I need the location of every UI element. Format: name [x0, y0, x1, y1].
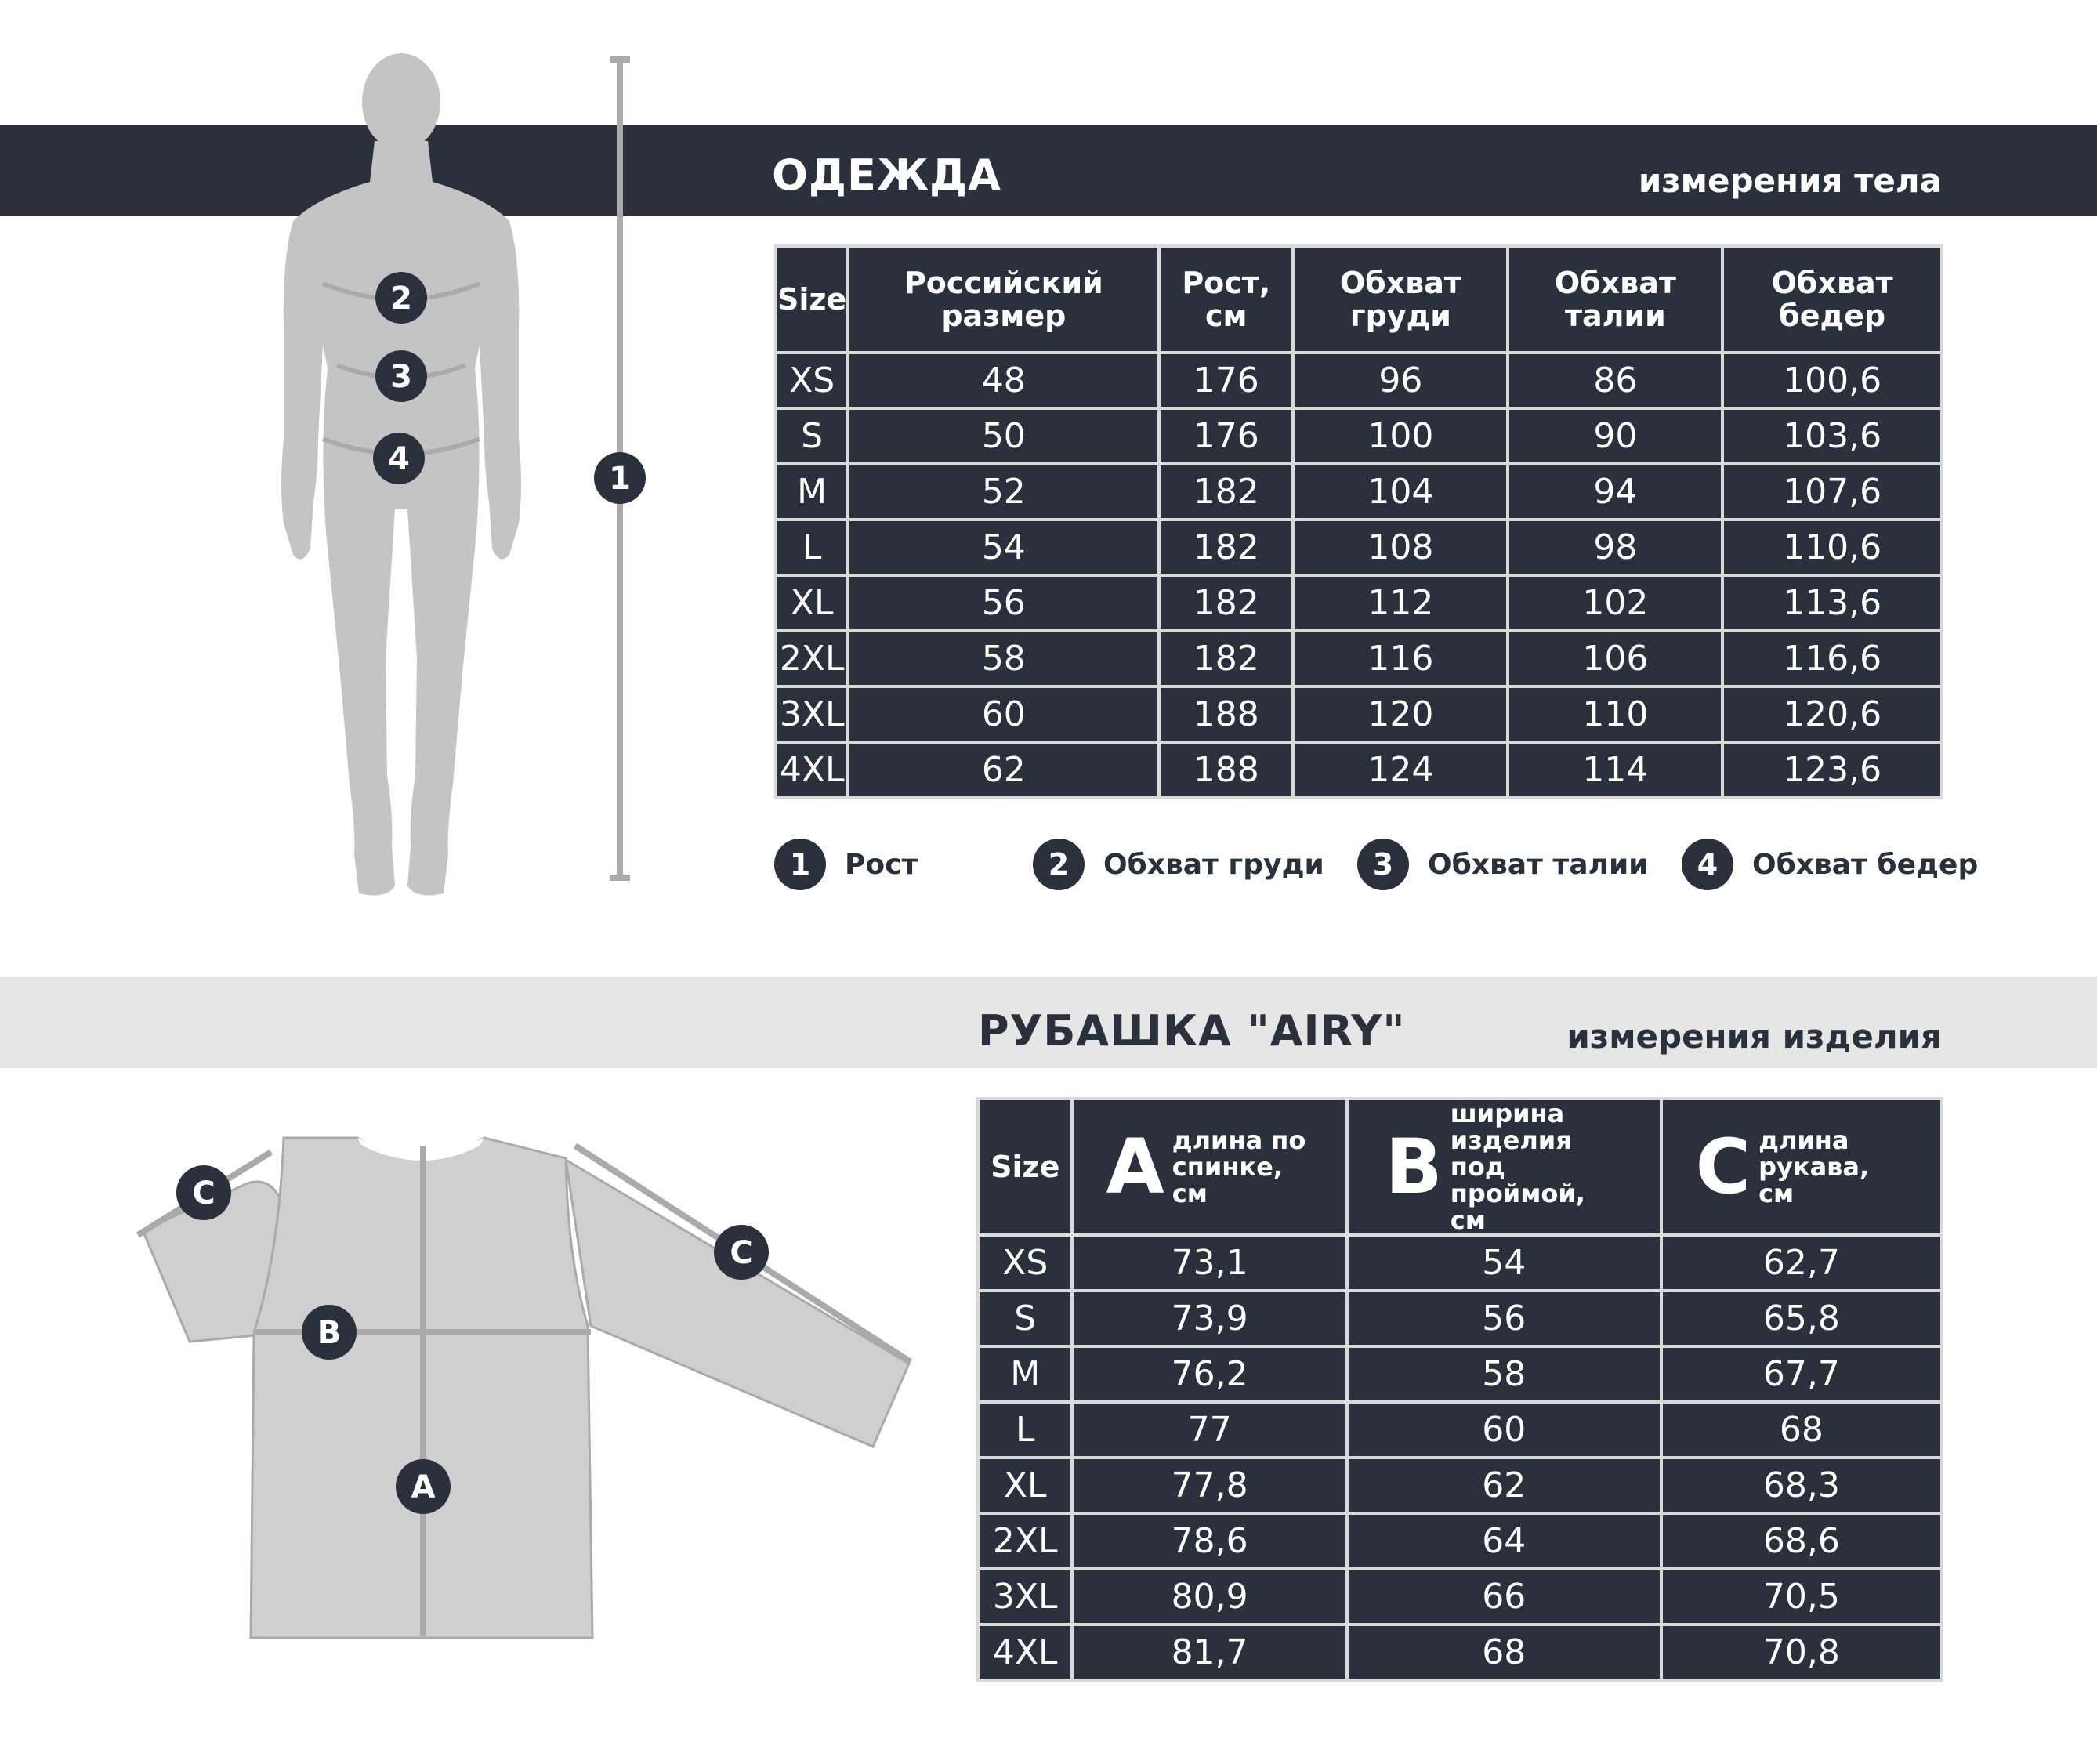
header-letter: A — [1106, 1123, 1164, 1211]
table-cell: 124 — [1293, 742, 1508, 798]
table-row — [978, 1235, 1942, 1291]
table-row — [978, 1291, 1942, 1346]
header-letter: B — [1385, 1123, 1443, 1211]
header-cell: Российский размер — [848, 246, 1159, 353]
legend-number: 1 — [774, 839, 826, 890]
header-label: Size — [991, 1150, 1060, 1184]
table-cell: 116,6 — [1722, 631, 1942, 686]
table-cell: 176 — [1159, 408, 1293, 464]
table-row — [776, 631, 1942, 686]
svg-text:2: 2 — [390, 281, 412, 317]
legend-label: Рост — [845, 848, 918, 881]
table-row — [776, 353, 1942, 408]
header-letter: C — [1695, 1123, 1751, 1211]
header-cell — [1661, 1099, 1942, 1235]
table-cell: 54 — [848, 520, 1159, 575]
table-cell: 102 — [1508, 575, 1722, 631]
table-cell: 76,2 — [1072, 1346, 1346, 1402]
table-cell: 182 — [1159, 520, 1293, 575]
table-cell: XS — [978, 1235, 1072, 1291]
body-marker-2 — [375, 272, 427, 324]
table-cell: 123,6 — [1722, 742, 1942, 798]
table-cell: 58 — [1347, 1346, 1661, 1402]
table-cell: 78,6 — [1072, 1513, 1346, 1569]
legend-item-1 — [774, 839, 918, 890]
header-cell — [1072, 1099, 1346, 1235]
shirt-marker-b — [302, 1305, 357, 1360]
body-section-title: ОДЕЖДА — [772, 150, 1001, 200]
table-cell: 94 — [1508, 464, 1722, 520]
table-cell: M — [978, 1346, 1072, 1402]
table-header-row — [978, 1099, 1942, 1235]
table-cell: 90 — [1508, 408, 1722, 464]
table-row — [978, 1625, 1942, 1680]
table-cell: 3XL — [978, 1569, 1072, 1625]
table-cell: 77 — [1072, 1402, 1346, 1458]
table-cell: XL — [978, 1458, 1072, 1513]
header-cell: Size — [776, 246, 848, 353]
body-section-subtitle: измерения тела — [1638, 161, 1942, 200]
table-cell: 114 — [1508, 742, 1722, 798]
legend-number: 3 — [1357, 839, 1409, 890]
table-cell: 4XL — [776, 742, 848, 798]
table-cell: 56 — [848, 575, 1159, 631]
shirt-section-title: РУБАШКА "AIRY" — [978, 1006, 1406, 1056]
table-cell: 98 — [1508, 520, 1722, 575]
table-cell: 4XL — [978, 1625, 1072, 1680]
header-cell: Обхват бедер — [1722, 246, 1942, 353]
table-row — [978, 1569, 1942, 1625]
table-cell: 58 — [848, 631, 1159, 686]
table-cell: 80,9 — [1072, 1569, 1346, 1625]
table-row — [776, 742, 1942, 798]
shirt-size-table — [976, 1097, 1943, 1682]
table-cell: 62 — [1347, 1458, 1661, 1513]
table-cell: L — [776, 520, 848, 575]
table-cell: S — [776, 408, 848, 464]
header-cell: Обхват талии — [1508, 246, 1722, 353]
table-cell: 3XL — [776, 686, 848, 742]
header-label: длина рукава, см — [1758, 1125, 1870, 1208]
legend-item-4 — [1682, 839, 1978, 890]
body-marker-3 — [375, 350, 427, 402]
header-cell: Рост, см — [1159, 246, 1293, 353]
table-cell: 68,6 — [1661, 1513, 1942, 1569]
table-row — [776, 408, 1942, 464]
svg-text:A: A — [411, 1469, 436, 1505]
table-cell: 182 — [1159, 631, 1293, 686]
shirt-marker-c-left — [176, 1165, 231, 1220]
table-row — [776, 520, 1942, 575]
table-cell: 70,5 — [1661, 1569, 1942, 1625]
shirt-section-subtitle: измерения изделия — [1566, 1017, 1942, 1056]
table-cell: 65,8 — [1661, 1291, 1942, 1346]
table-cell: 60 — [1347, 1402, 1661, 1458]
table-cell: S — [978, 1291, 1072, 1346]
table-row — [978, 1513, 1942, 1569]
body-size-table — [774, 244, 1943, 799]
table-row — [776, 686, 1942, 742]
table-cell: 110,6 — [1722, 520, 1942, 575]
table-cell: 112 — [1293, 575, 1508, 631]
table-cell: M — [776, 464, 848, 520]
svg-text:1: 1 — [609, 461, 631, 497]
legend-label: Обхват талии — [1428, 848, 1649, 881]
table-row — [978, 1458, 1942, 1513]
table-cell: 120,6 — [1722, 686, 1942, 742]
table-cell: 104 — [1293, 464, 1508, 520]
header-label: ширина изделия под проймой, см — [1450, 1099, 1585, 1235]
svg-text:C: C — [730, 1235, 753, 1271]
legend-item-2 — [1033, 839, 1324, 890]
table-cell: 120 — [1293, 686, 1508, 742]
svg-text:B: B — [317, 1315, 342, 1351]
table-cell: 188 — [1159, 742, 1293, 798]
table-cell: 176 — [1159, 353, 1293, 408]
table-cell: 67,7 — [1661, 1346, 1942, 1402]
shirt-marker-c-right — [714, 1225, 769, 1280]
shirt-marker-a — [396, 1459, 451, 1514]
header-cell — [1347, 1099, 1661, 1235]
table-row — [978, 1402, 1942, 1458]
table-cell: 62 — [848, 742, 1159, 798]
header-label: длина по спинке, см — [1172, 1125, 1306, 1208]
table-cell: 62,7 — [1661, 1235, 1942, 1291]
table-cell: 110 — [1508, 686, 1722, 742]
svg-text:4: 4 — [388, 441, 410, 477]
table-cell: 116 — [1293, 631, 1508, 686]
table-cell: 108 — [1293, 520, 1508, 575]
table-cell: 73,9 — [1072, 1291, 1346, 1346]
table-cell: 2XL — [776, 631, 848, 686]
table-cell: 52 — [848, 464, 1159, 520]
table-cell: 64 — [1347, 1513, 1661, 1569]
table-row — [978, 1346, 1942, 1402]
body-marker-1 — [594, 452, 646, 504]
table-cell: 182 — [1159, 464, 1293, 520]
legend-number: 2 — [1033, 839, 1085, 890]
table-cell: 77,8 — [1072, 1458, 1346, 1513]
table-cell: 182 — [1159, 575, 1293, 631]
table-cell: 106 — [1508, 631, 1722, 686]
svg-text:C: C — [192, 1175, 215, 1212]
table-cell: 100 — [1293, 408, 1508, 464]
table-cell: 2XL — [978, 1513, 1072, 1569]
table-cell: XS — [776, 353, 848, 408]
table-cell: 68,3 — [1661, 1458, 1942, 1513]
legend-label: Обхват груди — [1103, 848, 1324, 881]
table-header-row — [776, 246, 1942, 353]
table-cell: L — [978, 1402, 1072, 1458]
header-cell: Обхват груди — [1293, 246, 1508, 353]
table-cell: 100,6 — [1722, 353, 1942, 408]
legend-item-3 — [1357, 839, 1648, 890]
table-cell: 70,8 — [1661, 1625, 1942, 1680]
table-row — [776, 464, 1942, 520]
table-cell: 66 — [1347, 1569, 1661, 1625]
table-cell: 107,6 — [1722, 464, 1942, 520]
table-cell: 188 — [1159, 686, 1293, 742]
table-cell: 81,7 — [1072, 1625, 1346, 1680]
body-marker-4 — [373, 433, 425, 484]
table-cell: 73,1 — [1072, 1235, 1346, 1291]
legend-number: 4 — [1682, 839, 1733, 890]
table-cell: 96 — [1293, 353, 1508, 408]
table-cell: 113,6 — [1722, 575, 1942, 631]
table-cell: 68 — [1347, 1625, 1661, 1680]
table-cell: 86 — [1508, 353, 1722, 408]
table-cell: 60 — [848, 686, 1159, 742]
table-cell: 50 — [848, 408, 1159, 464]
table-cell: 68 — [1661, 1402, 1942, 1458]
table-cell: 54 — [1347, 1235, 1661, 1291]
table-cell: 56 — [1347, 1291, 1661, 1346]
svg-text:3: 3 — [390, 359, 412, 395]
header-cell — [978, 1099, 1072, 1235]
table-cell: XL — [776, 575, 848, 631]
legend-label: Обхват бедер — [1752, 848, 1979, 881]
table-row — [776, 575, 1942, 631]
table-cell: 103,6 — [1722, 408, 1942, 464]
table-cell: 48 — [848, 353, 1159, 408]
shirt-silhouette-icon — [143, 1138, 909, 1638]
